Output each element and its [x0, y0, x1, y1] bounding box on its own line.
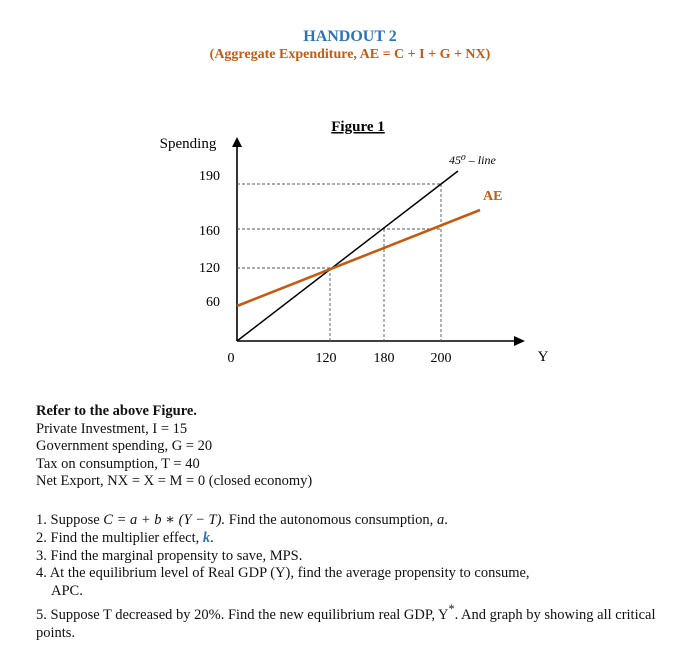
- question-1: [36, 512, 676, 530]
- q5-prefix: 5. Suppose T decreased by 20%. Find the new equilibrium real GDP, Y: [36, 606, 449, 623]
- x-axis-arrow-icon: [514, 336, 525, 346]
- handout-title: HANDOUT 2: [303, 28, 397, 45]
- y-tick-label: 120: [199, 261, 220, 276]
- question-4: 4. At the equilibrium level of Real GDP (Y), find the average propensity to consume,: [36, 565, 530, 582]
- question-5: [36, 601, 676, 642]
- question-list: [36, 512, 676, 642]
- q2-variable: k: [202, 529, 211, 546]
- y-tick-label: 160: [199, 224, 220, 239]
- ae-label: AE: [483, 189, 503, 204]
- q2-end: .: [210, 529, 214, 546]
- q5-superscript: *: [448, 601, 455, 616]
- line-45-degree: [237, 171, 458, 341]
- given-heading: Refer to the above Figure.: [36, 403, 197, 419]
- question-2: [36, 530, 676, 548]
- question-3: 3. Find the marginal propensity to save, MPS.: [36, 547, 303, 564]
- figure-title: Figure 1: [331, 119, 385, 135]
- q1-prefix: 1. Suppose: [36, 512, 104, 528]
- given-info: [36, 403, 312, 491]
- q5-suffix: . And graph by showing all critical points.: [36, 606, 656, 641]
- origin-label: 0: [227, 351, 235, 366]
- given-line: Private Investment, I = 15: [36, 420, 188, 437]
- x-tick-label: 120: [315, 351, 337, 366]
- y-axis-arrow-icon: [232, 137, 242, 147]
- q2-prefix: 2. Find the multiplier effect,: [36, 529, 203, 546]
- given-line: Government spending, G = 20: [36, 438, 213, 455]
- q1-variable: a: [436, 512, 445, 528]
- x-tick-label: 200: [430, 351, 452, 366]
- ae-line: [237, 210, 480, 306]
- given-line: Tax on consumption, T = 40: [36, 455, 200, 472]
- q1-equation: C = a + b ∗ (Y − T).: [103, 512, 226, 528]
- x-axis-label: Y: [537, 349, 549, 365]
- given-line: Net Export, NX = X = M = 0 (closed economy): [36, 473, 313, 490]
- y-tick-label: 60: [206, 295, 220, 310]
- question-4-continued: APC.: [51, 583, 83, 600]
- q1-suffix: Find the autonomous consumption,: [225, 512, 437, 528]
- x-tick-label: 180: [373, 351, 395, 366]
- handout-subtitle: (Aggregate Expenditure, AE = C + I + G + NX): [209, 47, 491, 62]
- y-axis-label: Spending: [159, 136, 217, 152]
- line-45-label: 45⁰ – line: [449, 153, 496, 167]
- q1-end: .: [444, 512, 448, 528]
- y-tick-label: 190: [199, 169, 220, 184]
